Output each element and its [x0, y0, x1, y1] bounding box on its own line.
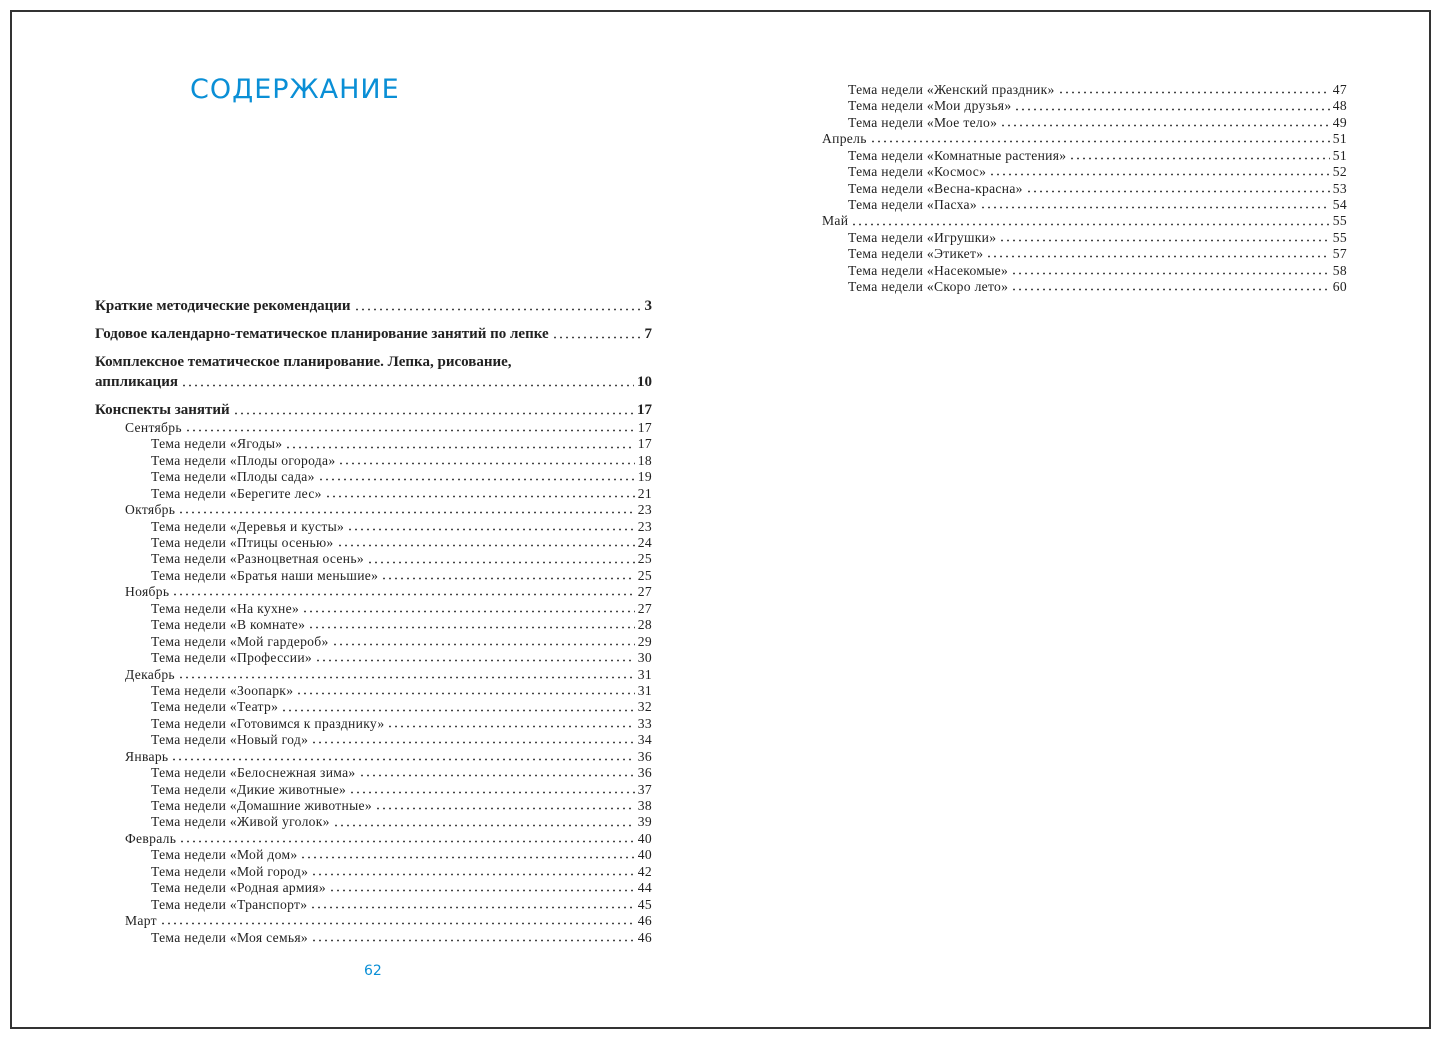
toc-entry-label: Годовое календарно-тематическое планирование занятий по лепке — [95, 326, 549, 342]
toc-entry-page: 31 — [637, 666, 652, 682]
toc-entry-page: 55 — [1332, 229, 1347, 245]
toc-entry-label: Тема недели «Весна-красна» — [848, 180, 1023, 196]
dot-leader — [318, 470, 635, 484]
dot-leader — [178, 667, 635, 681]
dot-leader — [310, 898, 634, 912]
dot-leader — [349, 782, 635, 796]
toc-entry-label: Декабрь — [125, 666, 175, 682]
toc-entry-topic[interactable] — [95, 634, 652, 650]
toc-entry-page: 19 — [637, 469, 652, 485]
dot-leader — [181, 375, 634, 390]
toc-entry-label: Тема недели «Берегите лес» — [151, 485, 322, 501]
toc-entry-topic[interactable] — [95, 683, 652, 699]
toc-entry-page: 17 — [637, 436, 652, 452]
toc-entry-label: Конспекты занятий — [95, 402, 230, 418]
dot-leader — [332, 635, 635, 649]
toc-entry-topic[interactable] — [822, 263, 1347, 279]
toc-entry-label: Тема недели «Насекомые» — [848, 262, 1009, 278]
toc-entry-label: Сентябрь — [125, 419, 182, 435]
toc-entry-topic[interactable] — [95, 716, 652, 732]
dot-leader — [381, 569, 635, 583]
toc-entry-main[interactable] — [95, 324, 652, 344]
toc-entry-label: Тема недели «Родная армия» — [151, 880, 326, 896]
toc-entry-label: Тема недели «Новый год» — [151, 732, 309, 748]
dot-leader — [172, 585, 634, 599]
toc-entry-topic[interactable] — [95, 519, 652, 535]
toc-entry-topic[interactable] — [95, 815, 652, 831]
dot-leader — [171, 750, 634, 764]
toc-entry-page: 36 — [637, 748, 652, 764]
dot-leader — [1058, 83, 1330, 97]
toc-entry-page: 3 — [644, 298, 652, 314]
toc-entry-topic[interactable] — [95, 568, 652, 584]
dot-leader — [552, 327, 642, 342]
toc-entry-month[interactable] — [822, 131, 1347, 147]
toc-entry-label: Тема недели «Мой гардероб» — [151, 633, 329, 649]
toc-entry-month[interactable] — [95, 502, 652, 518]
dot-leader — [333, 815, 635, 829]
toc-entry-label: Тема недели «Зоопарк» — [151, 682, 294, 698]
toc-entry-topic[interactable] — [822, 230, 1347, 246]
dot-leader — [281, 700, 635, 714]
toc-entry-topic[interactable] — [95, 930, 652, 946]
toc-entry-page: 18 — [637, 452, 652, 468]
toc-entry-label: Тема недели «Домашние животные» — [151, 798, 372, 814]
page-title: СОДЕРЖАНИЕ — [190, 74, 400, 105]
dot-leader — [185, 421, 635, 435]
dot-leader — [329, 881, 635, 895]
toc-entry-main[interactable] — [95, 296, 652, 316]
toc-entry-topic[interactable] — [95, 732, 652, 748]
toc-entry-label: Апрель — [822, 131, 867, 147]
toc-entry-page: 17 — [637, 402, 652, 418]
dot-leader — [285, 437, 634, 451]
toc-entry-page: 40 — [637, 830, 652, 846]
dot-leader — [375, 799, 635, 813]
dot-leader — [315, 651, 635, 665]
toc-entry-page: 46 — [637, 929, 652, 945]
toc-entry-month[interactable] — [95, 749, 652, 765]
toc-entry-page: 27 — [637, 600, 652, 616]
toc-entry-topic[interactable] — [95, 601, 652, 617]
toc-entry-label: Краткие методические рекомендации — [95, 298, 351, 314]
toc-entry-topic[interactable] — [95, 650, 652, 666]
toc-entry-label: Тема недели «Белоснежная зима» — [151, 765, 356, 781]
toc-entry-topic[interactable] — [822, 246, 1347, 262]
toc-entry-page: 42 — [637, 863, 652, 879]
toc-entry-page: 39 — [637, 814, 652, 830]
dot-leader — [870, 132, 1330, 146]
toc-entry-page: 25 — [637, 567, 652, 583]
toc-entry-topic[interactable] — [95, 699, 652, 715]
toc-entry-page: 46 — [637, 913, 652, 929]
toc-entry-label: Тема недели «Транспорт» — [151, 896, 308, 912]
toc-entry-topic[interactable] — [95, 486, 652, 502]
toc-entry-page: 28 — [637, 617, 652, 633]
dot-leader — [325, 487, 635, 501]
toc-entry-page: 47 — [1332, 81, 1347, 97]
toc-entry-page: 54 — [1332, 197, 1347, 213]
toc-entry-page: 34 — [637, 732, 652, 748]
toc-entry-label: Тема недели «Мой дом» — [151, 847, 298, 863]
toc-entry-main[interactable] — [95, 400, 652, 420]
dot-leader — [1011, 280, 1330, 294]
dot-leader — [178, 503, 635, 517]
toc-entry-month[interactable] — [95, 584, 652, 600]
toc-entry-page: 52 — [1332, 164, 1347, 180]
dot-leader — [989, 165, 1330, 179]
toc-entry-topic[interactable] — [822, 181, 1347, 197]
toc-entry-page: 38 — [637, 798, 652, 814]
toc-entry-page: 23 — [637, 518, 652, 534]
dot-leader — [338, 454, 634, 468]
toc-entry-label: Тема недели «Профессии» — [151, 650, 312, 666]
toc-entry-page: 25 — [637, 551, 652, 567]
dot-leader — [302, 602, 635, 616]
toc-entry-page: 55 — [1332, 213, 1347, 229]
toc-entry-topic[interactable] — [95, 897, 652, 913]
toc-entry-topic[interactable] — [822, 164, 1347, 180]
dot-leader — [1026, 181, 1330, 195]
toc-entry-label: Тема недели «Деревья и кусты» — [151, 518, 345, 534]
toc-entry-label: Январь — [125, 748, 169, 764]
toc-left-list — [95, 420, 652, 946]
dot-leader — [179, 832, 635, 846]
toc-entry-topic[interactable] — [95, 798, 652, 814]
toc-right-list — [822, 82, 1347, 296]
toc-entry-label: Тема недели «Моя семья» — [151, 929, 309, 945]
toc-entry-page: 48 — [1332, 98, 1347, 114]
dot-leader — [160, 914, 635, 928]
toc-entry-page: 17 — [637, 419, 652, 435]
dot-leader — [311, 733, 635, 747]
toc-entry-page: 58 — [1332, 262, 1347, 278]
toc-entry-topic[interactable] — [95, 469, 652, 485]
toc-entry-page: 45 — [637, 896, 652, 912]
toc-entry-topic[interactable] — [95, 864, 652, 880]
toc-entry-topic[interactable] — [95, 552, 652, 568]
dot-leader — [1000, 116, 1330, 130]
toc-entry-label: Тема недели «Братья наши меньшие» — [151, 567, 379, 583]
toc-entry-page: 60 — [1332, 279, 1347, 295]
dot-leader — [999, 231, 1329, 245]
toc-entry-page: 27 — [637, 584, 652, 600]
toc-entry-page: 40 — [637, 847, 652, 863]
dot-leader — [387, 717, 634, 731]
dot-leader — [851, 214, 1330, 228]
dot-leader — [308, 618, 635, 632]
toc-entry-label: Март — [125, 913, 157, 929]
toc-entry-page: 37 — [637, 781, 652, 797]
toc-entry-page: 51 — [1332, 147, 1347, 163]
toc-entry-label: Тема недели «Плоды огорода» — [151, 452, 336, 468]
toc-entry-label: Тема недели «Ягоды» — [151, 436, 283, 452]
toc-entry-month[interactable] — [95, 913, 652, 929]
toc-entry-topic[interactable] — [95, 535, 652, 551]
toc-entry-label: Ноябрь — [125, 584, 170, 600]
toc-entry-label: Тема недели «Этикет» — [848, 246, 984, 262]
toc-entry-page: 44 — [637, 880, 652, 896]
toc-entry-month[interactable] — [822, 214, 1347, 230]
toc-entry-topic[interactable] — [822, 115, 1347, 131]
dot-leader — [337, 536, 635, 550]
toc-entry-page: 31 — [637, 682, 652, 698]
toc-entry-month[interactable] — [95, 420, 652, 436]
toc-entry-page: 32 — [637, 699, 652, 715]
toc-entry-page: 29 — [637, 633, 652, 649]
toc-entry-page: 57 — [1332, 246, 1347, 262]
dot-leader — [367, 552, 635, 566]
toc-entry-page: 36 — [637, 765, 652, 781]
toc-entry-main-line1[interactable]: Комплексное тематическое планирование. Лепка, рисование, — [95, 354, 512, 370]
toc-entry-topic[interactable] — [822, 279, 1347, 295]
toc-entry-topic[interactable] — [95, 453, 652, 469]
toc-entry-label: Тема недели «Дикие животные» — [151, 781, 347, 797]
toc-entry-topic[interactable] — [95, 436, 652, 452]
toc-entry-topic[interactable] — [822, 98, 1347, 114]
toc-entry-page: 30 — [637, 650, 652, 666]
toc-entry-topic[interactable] — [95, 847, 652, 863]
toc-entry-label: аппликация — [95, 374, 178, 390]
toc-entry-month[interactable] — [95, 667, 652, 683]
toc-entry-topic[interactable] — [822, 197, 1347, 213]
toc-entry-topic[interactable] — [822, 82, 1347, 98]
toc-entry-label: Тема недели «Плоды сада» — [151, 469, 315, 485]
dot-leader — [296, 684, 634, 698]
dot-leader — [359, 766, 635, 780]
dot-leader — [986, 247, 1329, 261]
dot-leader — [311, 930, 635, 944]
toc-entry-label: Тема недели «Мое тело» — [848, 114, 998, 130]
toc-entry-label: Тема недели «Космос» — [848, 164, 987, 180]
dot-leader — [1011, 264, 1330, 278]
toc-entry-page: 53 — [1332, 180, 1347, 196]
toc-entry-topic[interactable] — [95, 765, 652, 781]
toc-entry-page: 23 — [637, 502, 652, 518]
toc-entry-label: Тема недели «Пасха» — [848, 197, 977, 213]
toc-entry-topic[interactable] — [95, 617, 652, 633]
toc-entry-month[interactable] — [95, 831, 652, 847]
toc-entry-label: Тема недели «Театр» — [151, 699, 279, 715]
toc-entry-label: Тема недели «Женский праздник» — [848, 81, 1055, 97]
dot-leader — [354, 299, 642, 314]
toc-entry-label: Тема недели «Разноцветная осень» — [151, 551, 364, 567]
toc-entry-topic[interactable] — [822, 148, 1347, 164]
page-number: 62 — [364, 963, 382, 979]
toc-entry-page: 7 — [644, 326, 652, 342]
toc-entry-topic[interactable] — [95, 782, 652, 798]
toc-entry-label: Тема недели «Птицы осенью» — [151, 535, 334, 551]
toc-entry-topic[interactable] — [95, 880, 652, 896]
toc-entry-label: Тема недели «Игрушки» — [848, 229, 997, 245]
dot-leader — [1069, 149, 1329, 163]
toc-entry-page: 24 — [637, 535, 652, 551]
toc-entry-page: 49 — [1332, 114, 1347, 130]
dot-leader — [980, 198, 1330, 212]
toc-entry-label: Февраль — [125, 830, 177, 846]
toc-entry-label: Тема недели «Готовимся к празднику» — [151, 715, 385, 731]
toc-entry-page: 51 — [1332, 131, 1347, 147]
toc-entry-main[interactable] — [95, 372, 652, 392]
toc-entry-label: Май — [822, 213, 849, 229]
toc-entry-label: Тема недели «Мой город» — [151, 863, 309, 879]
toc-entry-page: 33 — [637, 715, 652, 731]
toc-entry-label: Тема недели «Живой уголок» — [151, 814, 330, 830]
dot-leader — [1014, 99, 1329, 113]
toc-entry-page: 21 — [637, 485, 652, 501]
toc-entry-label: Тема недели «В комнате» — [151, 617, 306, 633]
dot-leader — [347, 519, 635, 533]
dot-leader — [311, 865, 635, 879]
toc-entry-label: Тема недели «Мои друзья» — [848, 98, 1012, 114]
toc-entry-label: Октябрь — [125, 502, 176, 518]
dot-leader — [300, 848, 634, 862]
toc-entry-label: Тема недели «На кухне» — [151, 600, 300, 616]
dot-leader — [233, 403, 634, 418]
toc-entry-label: Тема недели «Комнатные растения» — [848, 147, 1067, 163]
toc-entry-label: Тема недели «Скоро лето» — [848, 279, 1009, 295]
toc-entry-page: 10 — [637, 374, 652, 390]
